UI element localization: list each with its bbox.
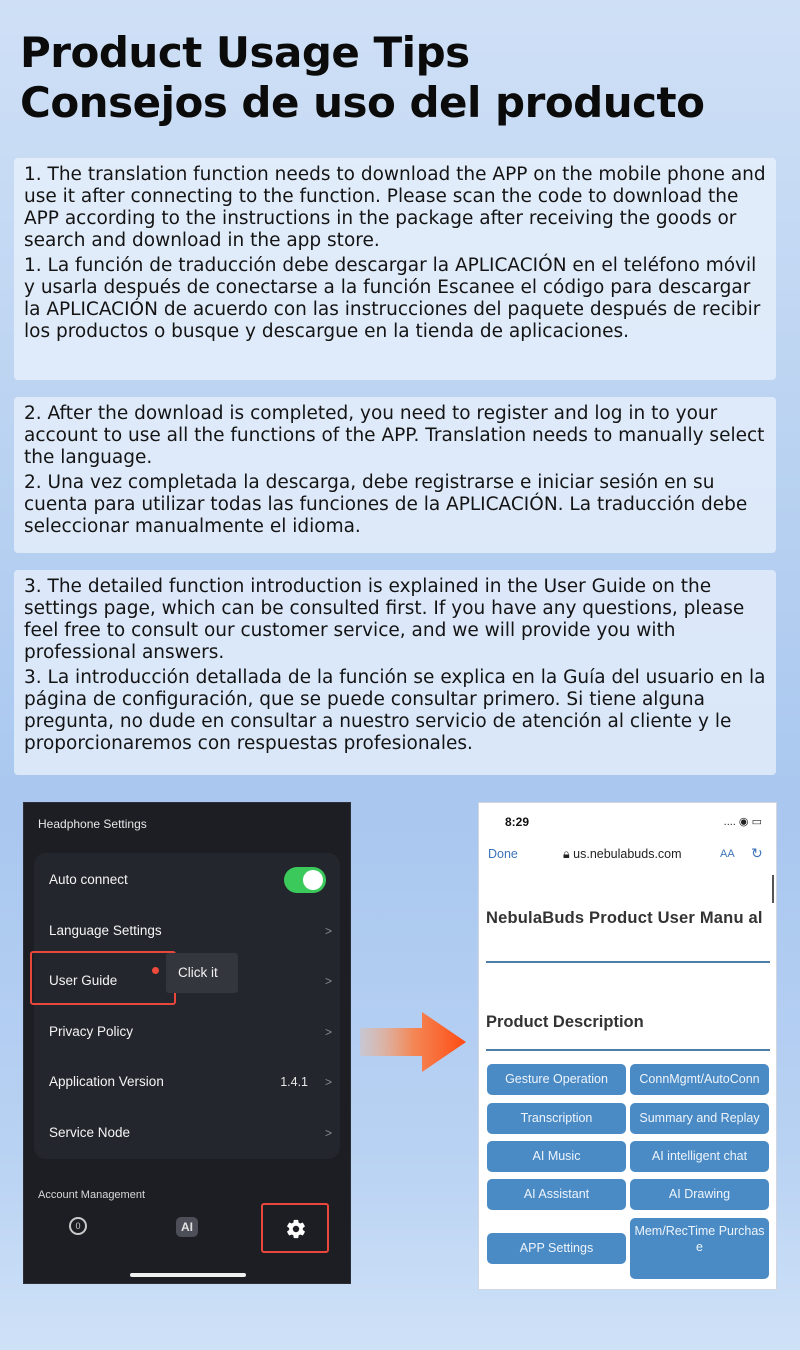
status-icons bbox=[724, 815, 762, 828]
row-label: Service Node bbox=[49, 1125, 131, 1140]
row-application-version[interactable] bbox=[34, 1057, 340, 1107]
tip-1-english: 1. The translation function needs to download the APP on the mobile phone and use it after connecting to the function. Please scan the code to download the APP according to the instructions in the package after receiving the goods or search and download in the app store. bbox=[24, 164, 766, 251]
ai-icon[interactable]: AI bbox=[176, 1217, 198, 1237]
tip-3-spanish: 3. La introducción detallada de la función se explica en la Guía del usuario en la página de configuración, que se puede consultar primero. Si tiene alguna pregunta, no dude en consultar a nuestro servicio de atención al cliente y le proporcionaremos con respuestas profesionales. bbox=[24, 667, 766, 754]
gear-icon bbox=[285, 1218, 307, 1240]
heading-divider bbox=[486, 961, 770, 963]
scrollbar[interactable] bbox=[772, 875, 774, 903]
manual-heading: NebulaBuds Product User Manu al bbox=[486, 909, 763, 927]
tip-3-english: 3. The detailed function introduction is explained in the User Guide on the settings page, which can be consulted first. If you have any questions, please feel free to consult our customer service, and we will provide you with professional answers. bbox=[24, 576, 745, 663]
arrow-right-icon bbox=[360, 1010, 470, 1074]
reload-icon[interactable]: ↻ bbox=[751, 845, 763, 861]
home-indicator bbox=[130, 1273, 246, 1277]
settings-group bbox=[34, 853, 340, 1159]
lock-icon: 🔒︎ bbox=[563, 847, 570, 861]
btn-summary-replay[interactable]: Summary and Replay bbox=[630, 1103, 769, 1134]
tip-card-2 bbox=[14, 397, 776, 553]
row-service-node[interactable] bbox=[34, 1108, 340, 1158]
btn-ai-chat[interactable]: AI intelligent chat bbox=[630, 1141, 769, 1172]
row-label: Application Version bbox=[49, 1074, 164, 1089]
btn-ai-music[interactable]: AI Music bbox=[487, 1141, 626, 1172]
browser-screenshot bbox=[478, 802, 777, 1290]
btn-app-settings[interactable]: APP Settings bbox=[487, 1233, 626, 1264]
headphone-icon[interactable]: 0 bbox=[69, 1217, 87, 1235]
account-management-label: Account Management bbox=[38, 1189, 146, 1201]
tip-card-3 bbox=[14, 570, 776, 775]
row-privacy-policy[interactable] bbox=[34, 1007, 340, 1057]
btn-gesture-operation[interactable]: Gesture Operation bbox=[487, 1064, 626, 1095]
auto-connect-toggle[interactable] bbox=[284, 867, 326, 893]
btn-connmgmt[interactable]: ConnMgmt/AutoConn bbox=[630, 1064, 769, 1095]
btn-ai-drawing[interactable]: AI Drawing bbox=[630, 1179, 769, 1210]
row-label: Auto connect bbox=[49, 872, 128, 887]
wifi-icon: ◉ bbox=[738, 816, 749, 828]
user-guide-highlight bbox=[30, 951, 176, 1005]
click-it-tooltip bbox=[166, 953, 238, 993]
btn-mem-purchase[interactable]: Mem/RecTime Purchas e bbox=[630, 1218, 769, 1279]
tip-2-english: 2. After the download is completed, you need to register and log in to your account to use all the functions of the APP. Translation needs to manually select the language. bbox=[24, 403, 765, 468]
btn-transcription[interactable]: Transcription bbox=[487, 1103, 626, 1134]
tip-card-1 bbox=[14, 158, 776, 380]
row-language-settings[interactable] bbox=[34, 906, 340, 956]
page-title bbox=[20, 28, 704, 128]
toggle-knob bbox=[303, 870, 323, 890]
text-size-button[interactable]: AA bbox=[720, 848, 735, 860]
chevron-right-icon: > bbox=[324, 924, 332, 938]
row-label: Privacy Policy bbox=[49, 1024, 134, 1039]
btn-ai-assistant[interactable]: AI Assistant bbox=[487, 1179, 626, 1210]
status-time: 8:29 bbox=[505, 815, 530, 829]
row-auto-connect[interactable] bbox=[34, 855, 340, 905]
address-bar[interactable] bbox=[563, 847, 682, 862]
settings-header: Headphone Settings bbox=[38, 817, 147, 831]
chevron-right-icon: > bbox=[324, 1075, 332, 1089]
signal-icon: .... bbox=[723, 816, 739, 828]
section-divider bbox=[486, 1049, 770, 1051]
settings-screenshot bbox=[23, 802, 351, 1284]
title-english: Product Usage Tips bbox=[20, 28, 470, 77]
tab-bar bbox=[24, 1201, 350, 1261]
section-heading: Product Description bbox=[486, 1013, 644, 1031]
tip-1-spanish: 1. La función de traducción debe descargar la APLICACIÓN en el teléfono móvil y usarla después de conectarse a la función Escanee el código para descargar la APLICACIÓN de acuerdo con las instrucciones del paquete después de recibir los productos o busque y descargue en la tienda de aplicaciones. bbox=[24, 255, 761, 342]
chevron-right-icon: > bbox=[324, 1025, 332, 1039]
row-label: User Guide bbox=[49, 973, 118, 988]
battery-icon: ▭ bbox=[751, 816, 762, 828]
settings-tab-highlight[interactable] bbox=[261, 1203, 329, 1253]
row-label: Language Settings bbox=[49, 923, 162, 938]
tip-2-spanish: 2. Una vez completada la descarga, debe registrarse e iniciar sesión en su cuenta para utilizar todas las funciones de la APLICACIÓN. La traducción debe seleccionar manualmente el idioma. bbox=[24, 472, 748, 537]
chevron-right-icon: > bbox=[324, 1126, 332, 1140]
chevron-right-icon: > bbox=[324, 974, 332, 988]
done-button[interactable]: Done bbox=[488, 847, 518, 861]
click-indicator-dot bbox=[152, 967, 159, 974]
version-value: 1.4.1 bbox=[280, 1075, 308, 1089]
title-spanish: Consejos de uso del producto bbox=[20, 78, 705, 127]
url-text: us.nebulabuds.com bbox=[573, 847, 682, 861]
tooltip-text: Click it bbox=[178, 965, 218, 980]
